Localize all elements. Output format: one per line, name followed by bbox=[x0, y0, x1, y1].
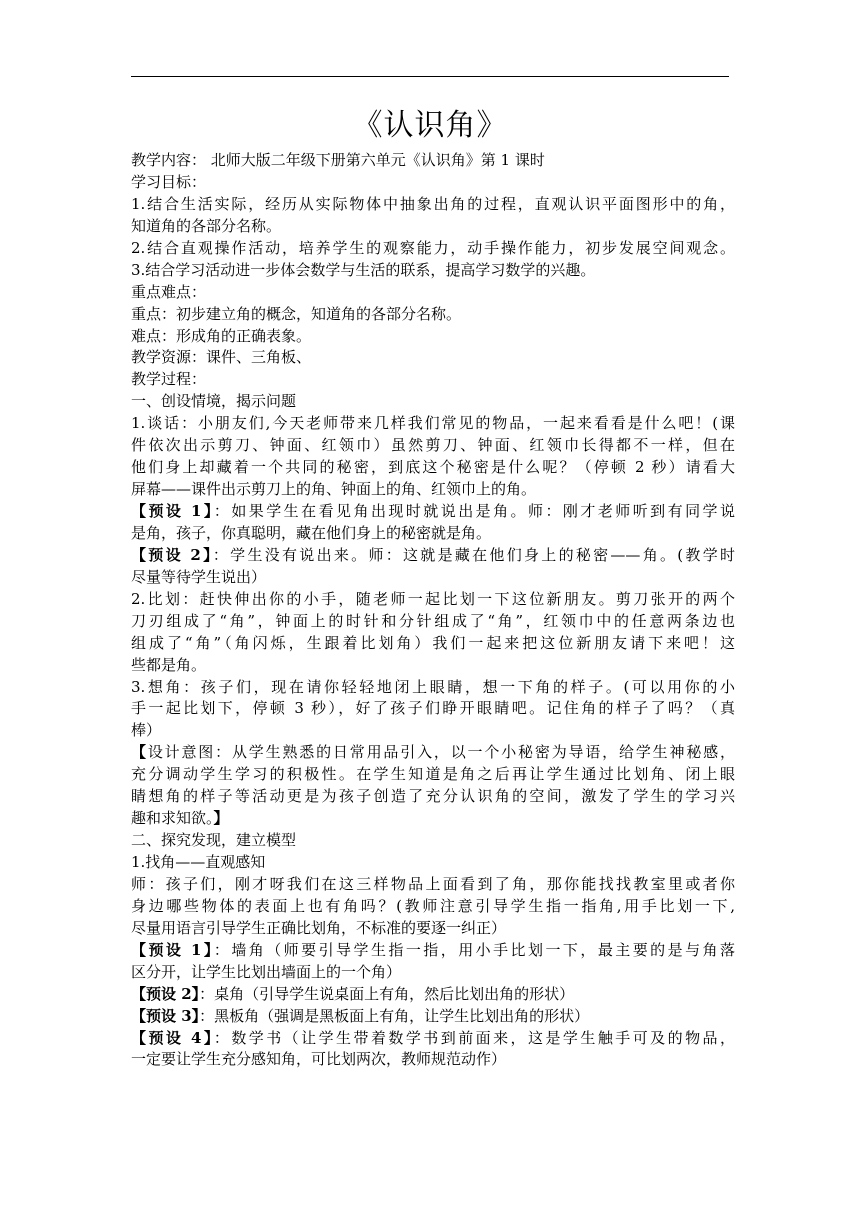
text-line bbox=[131, 326, 735, 348]
line-text: 设计意图：从学生熟悉的日常用品引入，以一个小秘密为导语，给学生神秘感， bbox=[147, 743, 735, 762]
text-line bbox=[131, 260, 735, 282]
line-text: 尽量等待学生说出） bbox=[131, 567, 267, 586]
line-text: ：桌角（引导学生说桌面上有角，然后比划出角的形状） bbox=[199, 984, 575, 1003]
text-line bbox=[131, 523, 735, 545]
text-line bbox=[131, 435, 735, 457]
text-line bbox=[131, 347, 735, 369]
text-line bbox=[131, 896, 735, 918]
bold-label: 【预设 1】 bbox=[131, 940, 214, 959]
text-line bbox=[131, 172, 735, 194]
text-line bbox=[131, 304, 735, 326]
line-text: 教学资源：课件、三角板、 bbox=[131, 348, 312, 367]
text-line bbox=[131, 830, 735, 852]
line-text: 手一起比划下，停顿 3 秒），好了孩子们睁开眼睛吧。记住角的样子了吗？（真 bbox=[131, 699, 735, 718]
line-text: 趣和求知欲。 bbox=[131, 809, 214, 828]
line-text: 身边哪些物体的表面上也有角吗？(教师注意引导学生指一指角,用手比划一下, bbox=[131, 896, 735, 915]
line-text: 刀刃组成了“角”，钟面上的时针和分针组成了“角”，红领巾中的任意两条边也 bbox=[131, 611, 735, 630]
line-text: 些都是角。 bbox=[131, 655, 207, 674]
text-line bbox=[131, 655, 735, 677]
text-line bbox=[131, 589, 735, 611]
line-text: ：墙角（师要引导学生指一指，用小手比划一下，最主要的是与角落 bbox=[213, 940, 735, 959]
line-text: 重点：初步建立角的概念，知道角的各部分名称。 bbox=[131, 304, 462, 323]
text-line bbox=[131, 216, 735, 238]
text-line bbox=[131, 457, 735, 479]
text-line bbox=[131, 764, 735, 786]
line-text: 二、探究发现，建立模型 bbox=[131, 831, 297, 850]
line-text: 睛想角的样子等活动更是为孩子创造了充分认识角的空间，激发了学生的学习兴 bbox=[131, 787, 735, 806]
line-text: ：学生没有说出来。师：这就是藏在他们身上的秘密——角。(教学时 bbox=[212, 545, 735, 564]
text-line bbox=[131, 786, 735, 808]
text-line bbox=[131, 611, 735, 633]
text-line bbox=[131, 567, 735, 589]
text-line bbox=[131, 852, 735, 874]
text-line bbox=[131, 150, 735, 172]
line-text: 教学过程： bbox=[131, 370, 207, 389]
line-text: 3.想角：孩子们，现在请你轻轻地闭上眼睛，想一下角的样子。(可以用你的小 bbox=[131, 677, 735, 696]
line-text: ：数学书（让学生带着数学书到前面来，这是学生触手可及的物品， bbox=[213, 1028, 735, 1047]
text-line bbox=[131, 1006, 735, 1028]
line-text: 一、创设情境，揭示问题 bbox=[131, 392, 297, 411]
line-text: 充分调动学生学习的积极性。在学生知道是角之后再让学生通过比划角、闭上眼 bbox=[131, 765, 735, 784]
text-line bbox=[131, 720, 735, 742]
line-text: 1.找角——直观感知 bbox=[131, 853, 266, 871]
text-line bbox=[131, 369, 735, 391]
line-text: 3.结合学习活动进一步体会数学与生活的联系，提高学习数学的兴趣。 bbox=[131, 260, 596, 279]
line-text: 知道角的各部分名称。 bbox=[131, 216, 282, 235]
line-text: 2.比划：赶快伸出你的小手，随老师一起比划一下这位新朋友。剪刀张开的两个 bbox=[131, 589, 735, 608]
text-line bbox=[131, 194, 735, 216]
text-line bbox=[131, 742, 735, 764]
text-line bbox=[131, 808, 735, 830]
line-text: 1.谈话：小朋友们,今天老师带来几样我们常见的物品，一起来看看是什么吧！(课 bbox=[131, 414, 735, 433]
text-line bbox=[131, 238, 735, 260]
line-text: 他们身上却藏着一个共同的秘密，到底这个秘密是什么呢？（停顿 2 秒）请看大 bbox=[131, 458, 735, 477]
bold-label: 【预设 2】 bbox=[131, 545, 213, 564]
text-line bbox=[131, 698, 735, 720]
text-line bbox=[131, 1028, 735, 1050]
bold-label: 【预设 1】 bbox=[131, 502, 214, 520]
text-line bbox=[131, 1049, 735, 1071]
line-text: 师：孩子们，刚才呀我们在这三样物品上面看到了角，那你能找找教室里或者你 bbox=[131, 874, 735, 893]
line-text: 学习目标： bbox=[131, 172, 207, 191]
text-line bbox=[131, 940, 735, 962]
text-line bbox=[131, 962, 735, 984]
bold-label: 】 bbox=[213, 809, 229, 828]
text-line bbox=[131, 874, 735, 896]
text-line bbox=[131, 413, 735, 435]
bold-label: 【 bbox=[131, 743, 148, 762]
text-line bbox=[131, 545, 735, 567]
line-text: 棒） bbox=[131, 721, 162, 740]
line-text: 尽量用语言引导学生正确比划角，不标准的要逐一纠正） bbox=[131, 918, 507, 937]
line-text: ：黑板角（强调是黑板面上有角，让学生比划出角的形状） bbox=[199, 1006, 590, 1025]
line-text: 是角，孩子，你真聪明，藏在他们身上的秘密就是角。 bbox=[131, 523, 492, 542]
line-text: 屏幕——课件出示剪刀上的角、钟面上的角、红领巾上的角。 bbox=[131, 480, 537, 499]
text-line bbox=[131, 501, 735, 523]
line-text: 重点难点： bbox=[131, 282, 207, 301]
text-line bbox=[131, 918, 735, 940]
line-text: 件依次出示剪刀、钟面、红领巾）虽然剪刀、钟面、红领巾长得都不一样，但在 bbox=[131, 436, 735, 455]
line-text: 难点：形成角的正确表象。 bbox=[131, 326, 312, 345]
text-line bbox=[131, 677, 735, 699]
text-line bbox=[131, 391, 735, 413]
header-rule bbox=[131, 76, 729, 77]
text-line bbox=[131, 633, 735, 655]
bold-label: 【预设 2】 bbox=[131, 984, 200, 1003]
line-text: 2.结合直观操作活动，培养学生的观察能力，动手操作能力，初步发展空间观念。 bbox=[131, 238, 735, 257]
document-body bbox=[131, 150, 735, 1071]
text-line bbox=[131, 984, 735, 1006]
line-text: 一定要让学生充分感知角，可比划两次，教师规范动作） bbox=[131, 1050, 507, 1069]
bold-label: 【预设 3】 bbox=[131, 1006, 200, 1025]
bold-label: 【预设 4】 bbox=[131, 1028, 214, 1047]
line-text: 组成了“角”（角闪烁，生跟着比划角）我们一起来把这位新朋友请下来吧！这 bbox=[131, 633, 735, 652]
text-line bbox=[131, 282, 735, 304]
document-title: 《认识角》 bbox=[352, 108, 508, 143]
line-text: 教学内容： 北师大版二年级下册第六单元《认识角》第 1 课时 bbox=[131, 151, 545, 169]
line-text: 区分开，让学生比划出墙面上的一个角） bbox=[131, 962, 402, 981]
text-line bbox=[131, 479, 735, 501]
line-text: 1.结合生活实际，经历从实际物体中抽象出角的过程，直观认识平面图形中的角， bbox=[131, 194, 735, 213]
line-text: ：如果学生在看见角出现时就说出是角。师：刚才老师听到有同学说 bbox=[213, 502, 735, 520]
